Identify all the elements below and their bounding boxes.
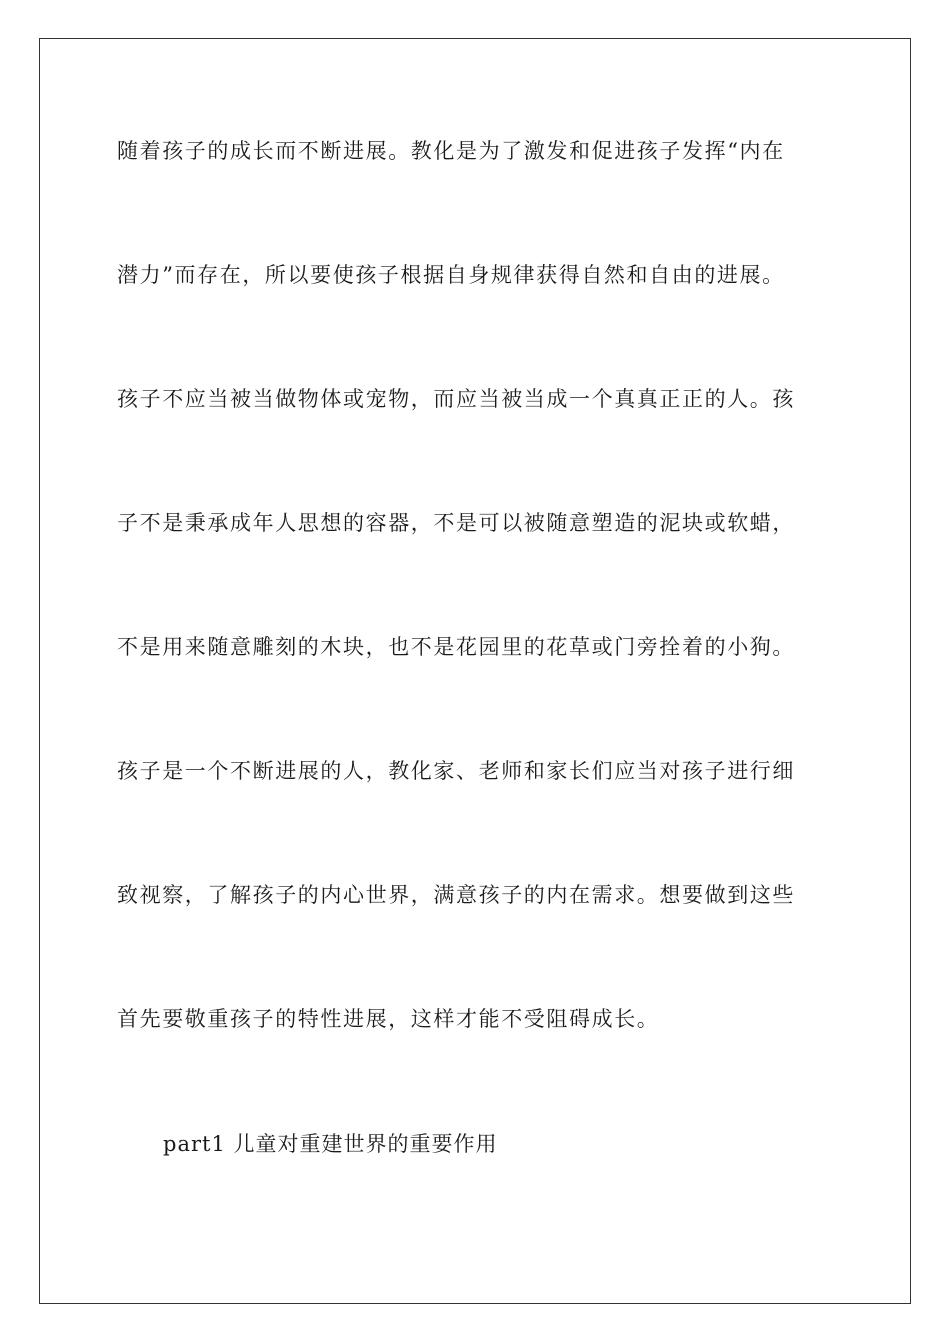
paragraph-line: 首先要敬重孩子的特性进展，这样才能不受阻碍成长。 — [117, 1007, 660, 1031]
paragraph-line: 随着孩子的成长而不断进展。教化是为了激发和促进孩子发挥“内在 — [117, 139, 785, 163]
paragraph-line: 孩子不应当被当做物体或宠物，而应当被当成一个真真正正的人。孩 — [117, 387, 795, 411]
paragraph-line: 子不是秉承成年人思想的容器，不是可以被随意塑造的泥块或软蜡， — [117, 511, 795, 535]
page-border — [39, 38, 911, 1304]
section-heading: part1 儿童对重建世界的重要作用 — [163, 1132, 498, 1156]
paragraph-line: 不是用来随意雕刻的木块，也不是花园里的花草或门旁拴着的小狗。 — [117, 635, 795, 659]
paragraph-line: 致视察，了解孩子的内心世界，满意孩子的内在需求。想要做到这些 — [117, 883, 795, 907]
paragraph-line: 孩子是一个不断进展的人，教化家、老师和家长们应当对孩子进行细 — [117, 759, 795, 783]
paragraph-line: 潜力”而存在，所以要使孩子根据自身规律获得自然和自由的进展。 — [117, 263, 785, 287]
